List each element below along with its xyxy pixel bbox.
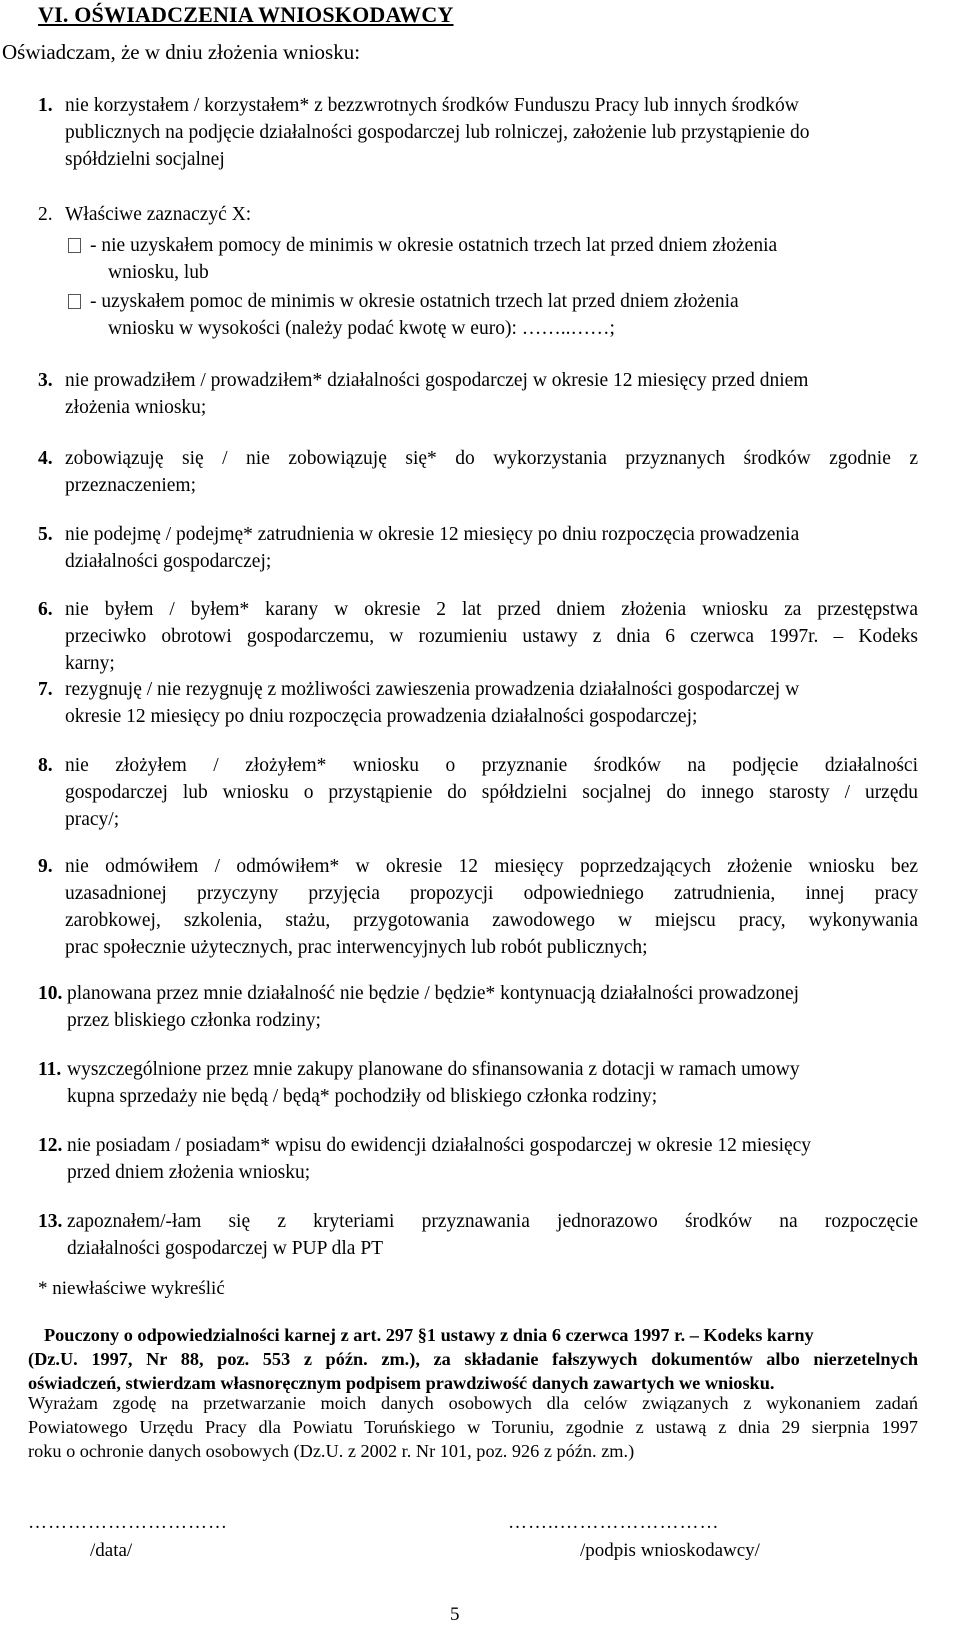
statement-number: 2. xyxy=(38,204,53,225)
option-line: - nie uzyskałem pomocy de minimis w okresie ostatnich trzech lat przed dniem złożenia xyxy=(90,235,778,256)
liability-line: Pouczony o odpowiedzialności karnej z art. 297 §1 ustawy z dnia 6 czerwca 1997 r. – Kodeks karny xyxy=(44,1325,814,1345)
statement-6 xyxy=(38,596,918,677)
date-field[interactable]: ………………………… xyxy=(28,1512,228,1533)
statement-line: przeznaczeniem; xyxy=(65,475,196,496)
statement-line: prac społecznie użytecznych, prac interwencyjnych lub robót publicznych; xyxy=(65,937,648,958)
option-de-minimis-received xyxy=(68,288,918,342)
statement-number: 9. xyxy=(38,856,53,877)
page-number: 5 xyxy=(450,1604,460,1625)
checkbox[interactable] xyxy=(68,238,81,253)
intro-text: Oświadczam, że w dniu złożenia wniosku: xyxy=(2,40,361,64)
signature-label: /podpis wnioskodawcy/ xyxy=(580,1540,760,1561)
statement-9 xyxy=(38,853,918,961)
statement-number: 5. xyxy=(38,524,53,545)
statement-line: publicznych na podjęcie działalności gospodarczej lub rolniczej, założenie lub przystąpienie do xyxy=(65,122,810,143)
statement-line: zapoznałem/-łam się z kryteriami przyznawania jednorazowo środków na rozpoczęcie xyxy=(67,1211,918,1232)
statement-line: rezygnuję / nie rezygnuję z możliwości zawieszenia prowadzenia działalności gospodarczej w xyxy=(65,679,800,700)
statement-line: gospodarczej lub wniosku o przystąpienie do spółdzielni socjalnej do innego starosty / urzędu xyxy=(65,782,918,803)
statement-10 xyxy=(38,980,918,1034)
statement-13 xyxy=(38,1208,918,1262)
statement-line: przez bliskiego członka rodziny; xyxy=(67,1010,321,1031)
option-line: wniosku w wysokości (należy podać kwotę w euro): ……..……; xyxy=(108,318,615,339)
statement-line: nie posiadam / posiadam* wpisu do ewidencji działalności gospodarczej w okresie 12 miesięcy xyxy=(67,1135,812,1156)
statement-line: działalności gospodarczej w PUP dla PT xyxy=(67,1238,384,1259)
date-label: /data/ xyxy=(90,1540,133,1561)
statement-number: 8. xyxy=(38,755,53,776)
statement-5 xyxy=(38,521,918,575)
statement-line: nie korzystałem / korzystałem* z bezzwrotnych środków Funduszu Pracy lub innych środków xyxy=(65,95,799,116)
statement-number: 10. xyxy=(38,983,63,1004)
statement-1 xyxy=(38,92,918,173)
statement-line: zarobkowej, szkolenia, stażu, przygotowania zawodowego w miejscu pracy, wykonywania xyxy=(65,910,918,931)
liability-line: (Dz.U. 1997, Nr 88, poz. 553 z późn. zm.), za składanie fałszywych dokumentów albo nierzetelnych xyxy=(28,1349,918,1369)
consent-line: Wyrażam zgodę na przetwarzanie moich danych osobowych dla celów związanych z wykonaniem zadań xyxy=(28,1393,918,1413)
statement-2 xyxy=(38,201,918,228)
option-line: - uzyskałem pomoc de minimis w okresie ostatnich trzech lat przed dniem złożenia xyxy=(90,291,739,312)
signature-field[interactable]: ……..…………………… xyxy=(508,1512,720,1533)
statement-12 xyxy=(38,1132,918,1186)
statement-11 xyxy=(38,1056,918,1110)
statement-line: nie byłem / byłem* karany w okresie 2 lat przed dniem złożenia wniosku za przestępstwa xyxy=(65,599,918,620)
statement-line: okresie 12 miesięcy po dniu rozpoczęcia prowadzenia działalności gospodarczej; xyxy=(65,706,698,727)
statement-line: zobowiązuję się / nie zobowiązuję się* do wykorzystania przyznanych środków zgodnie z xyxy=(65,448,918,469)
statement-line: przeciwko obrotowi gospodarczemu, w rozumieniu ustawy z dnia 6 czerwca 1997r. – Kodeks xyxy=(65,626,918,647)
statement-line: przed dniem złożenia wniosku; xyxy=(67,1162,311,1183)
statement-line: działalności gospodarczej; xyxy=(65,551,272,572)
option-line: wniosku, lub xyxy=(108,262,209,283)
statement-line: nie podejmę / podejmę* zatrudnienia w okresie 12 miesięcy po dniu rozpoczęcia prowadzenia xyxy=(65,524,800,545)
statement-number: 6. xyxy=(38,599,53,620)
statement-3 xyxy=(38,367,918,421)
statement-7 xyxy=(38,676,918,730)
data-processing-consent xyxy=(28,1391,918,1463)
statement-line: nie złożyłem / złożyłem* wniosku o przyznanie środków na podjęcie działalności xyxy=(65,755,918,776)
statement-line: nie prowadziłem / prowadziłem* działalności gospodarczej w okresie 12 miesięcy przed dniem xyxy=(65,370,809,391)
statement-line: karny; xyxy=(65,653,115,674)
statement-line: spółdzielni socjalnej xyxy=(65,149,225,170)
statement-line: pracy/; xyxy=(65,809,120,830)
statement-line: Właściwe zaznaczyć X: xyxy=(65,204,252,225)
statement-4 xyxy=(38,445,918,499)
statement-line: nie odmówiłem / odmówiłem* w okresie 12 miesięcy poprzedzających złożenie wniosku bez xyxy=(65,856,918,877)
statement-number: 7. xyxy=(38,679,53,700)
section-title: VI. OŚWIADCZENIA WNIOSKODAWCY xyxy=(38,2,454,27)
statement-8 xyxy=(38,752,918,833)
consent-line: roku o ochronie danych osobowych (Dz.U. z 2002 r. Nr 101, poz. 926 z późn. zm.) xyxy=(28,1441,635,1461)
consent-line: Powiatowego Urzędu Pracy dla Powiatu Toruńskiego w Toruniu, zgodnie z ustawą z dnia 29 sierpnia 1997 xyxy=(28,1417,918,1437)
liability-line: oświadczeń, stwierdzam własnoręcznym podpisem prawdziwość danych zawartych we wniosku. xyxy=(28,1373,775,1393)
option-no-de-minimis xyxy=(68,232,918,286)
statement-number: 11. xyxy=(38,1059,62,1080)
footnote: * niewłaściwe wykreślić xyxy=(38,1278,225,1299)
statement-line: wyszczególnione przez mnie zakupy planowane do sfinansowania z dotacji w ramach umowy xyxy=(67,1059,800,1080)
statement-number: 13. xyxy=(38,1211,63,1232)
statement-number: 1. xyxy=(38,95,53,116)
liability-notice xyxy=(28,1323,918,1395)
statement-line: kupna sprzedaży nie będą / będą* pochodziły od bliskiego członka rodziny; xyxy=(67,1086,658,1107)
checkbox[interactable] xyxy=(68,294,81,309)
statement-line: uzasadnionej przyczyny przyjęcia propozycji odpowiedniego zatrudnienia, innej pracy xyxy=(65,883,918,904)
statement-line: złożenia wniosku; xyxy=(65,397,207,418)
statement-number: 12. xyxy=(38,1135,63,1156)
statement-number: 3. xyxy=(38,370,53,391)
statement-number: 4. xyxy=(38,448,53,469)
statement-line: planowana przez mnie działalność nie będzie / będzie* kontynuacją działalności prowadzonej xyxy=(67,983,800,1004)
